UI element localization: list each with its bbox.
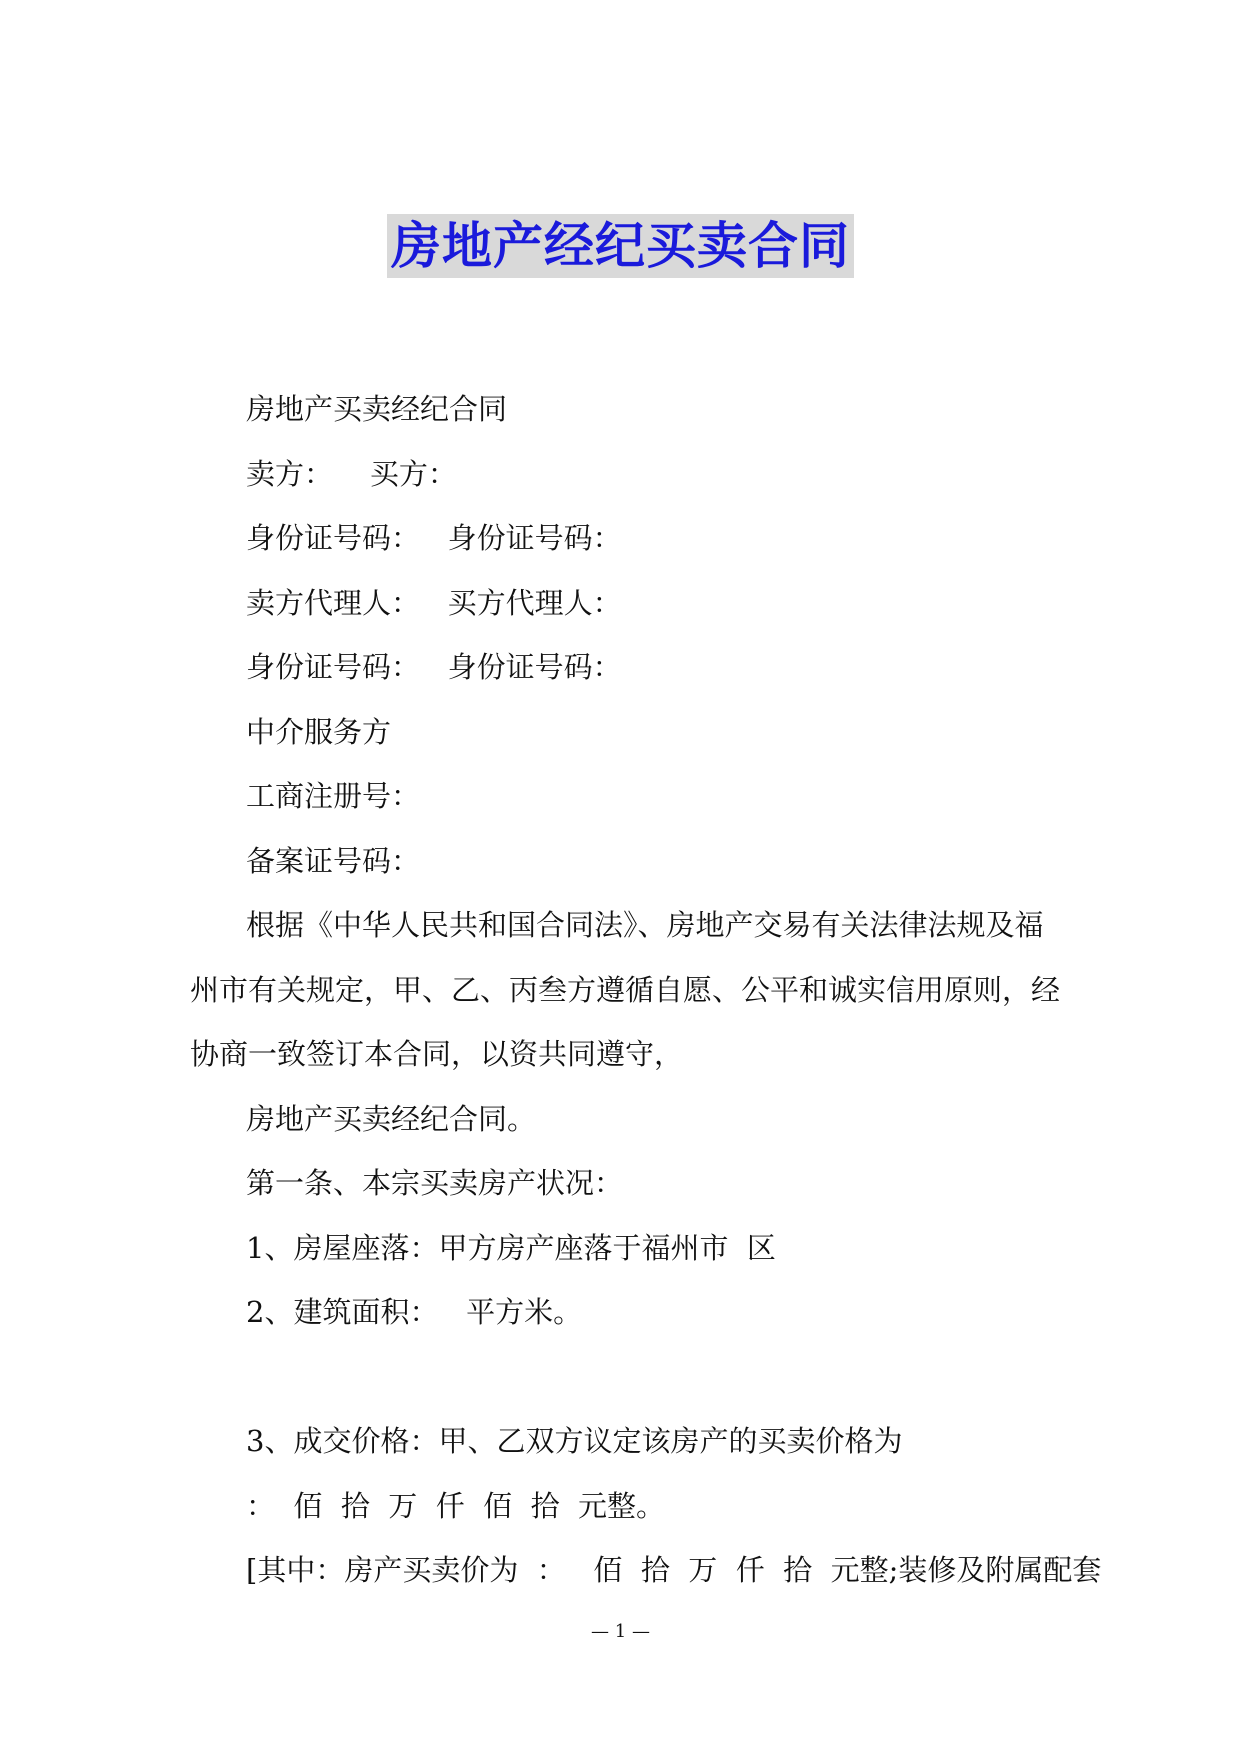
- article-one-heading: 第一条、本宗买卖房产状况：: [246, 1166, 624, 1200]
- intermediary-line: 中介服务方: [246, 715, 392, 749]
- contract-subtitle: 房地产买卖经纪合同: [246, 392, 508, 426]
- registration-number-line: 工商注册号：: [246, 779, 421, 813]
- price-breakdown-line: [其中：房产买卖价为 ： 佰 拾 万 仟 拾 元整;装修及附属配套: [246, 1553, 1102, 1587]
- contract-name-line: 房地产买卖经纪合同。: [246, 1102, 537, 1136]
- agent-id-number-line: 身份证号码： 身份证号码：: [246, 650, 622, 684]
- page-number: — 1 —: [591, 1621, 650, 1642]
- preamble-line-1: 根据《中华人民共和国合同法》、房地产交易有关法律法规及福: [246, 908, 1044, 942]
- document-title: 房地产经纪买卖合同: [387, 214, 854, 278]
- seller-buyer-line: 卖方： 买方：: [246, 457, 457, 491]
- transaction-price-line: 3、成交价格：甲、乙双方议定该房产的买卖价格为: [246, 1424, 903, 1458]
- id-number-line: 身份证号码： 身份证号码：: [246, 521, 622, 555]
- floor-area-line: 2、建筑面积： 平方米。: [246, 1295, 583, 1329]
- title-container: [0, 214, 1241, 278]
- price-amount-line: ： 佰 拾 万 仟 佰 拾 元整。: [246, 1489, 666, 1523]
- preamble-line-2: 州市有关规定，甲、乙、丙叁方遵循自愿、公平和诚实信用原则，经: [190, 973, 1061, 1007]
- property-location-line: 1、房屋座落：甲方房产座落于福州市 区: [246, 1231, 776, 1265]
- filing-number-line: 备案证号码：: [246, 844, 421, 878]
- preamble-line-3: 协商一致签订本合同，以资共同遵守，: [190, 1037, 684, 1071]
- agent-line: 卖方代理人： 买方代理人：: [246, 586, 622, 620]
